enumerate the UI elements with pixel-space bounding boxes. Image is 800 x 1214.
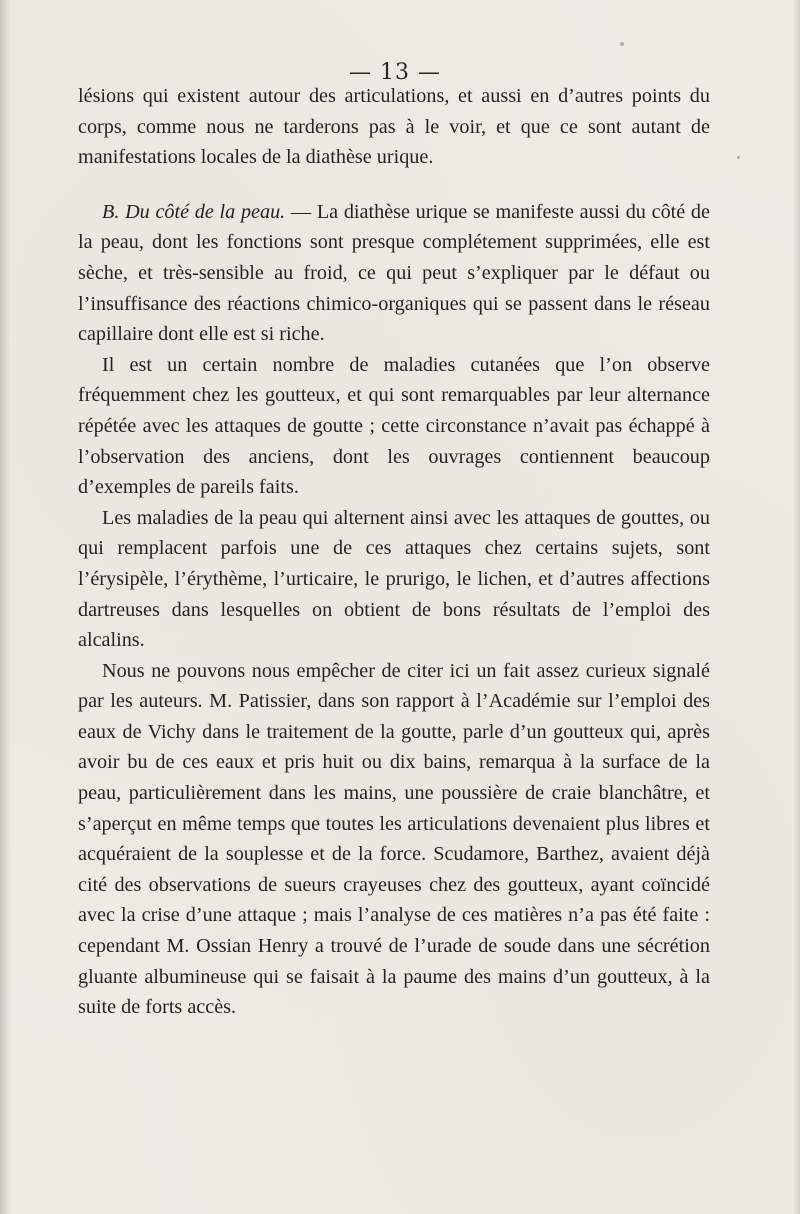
paragraph-maladies-cutanees: Il est un certain nombre de maladies cutanées que l’on observe fréquemment chez les goutteux, et qui sont remarquables par leur alternance répétée avec les attaques de goutte ; cette circonstance n’avait pas échappé à l’observation des anciens, dont les ouvrages contiennent beaucoup d’exemples de pareils faits. — [78, 353, 710, 499]
page-edge-left — [0, 0, 12, 1214]
page-number: — 13 — — [349, 60, 441, 85]
paragraph-maladies-peau: Les maladies de la peau qui alternent ainsi avec les attaques de gouttes, ou qui remplacent parfois une de ces attaques chez certains sujets, sont l’érysipèle, l’érythème, l’urticaire, le prurigo, le lichen, et d’autres affections dartreuses dans lesquelles on obtient de bons résultats de l’emploi des alcalins. — [78, 506, 710, 652]
section-heading: B. Du côté de la peau. — [102, 200, 286, 223]
paragraph-continuation: lésions qui existent autour des articulations, et aussi en d’autres points du corps, comme nous ne tarderons pas à le voir, et que ce sont autant de manifestations locales de la diathèse urique. — [78, 85, 710, 169]
paragraph-fait-curieux: Nous ne pouvons nous empêcher de citer ici un fait assez curieux signalé par les auteurs. M. Patissier, dans son rapport à l’Académie sur l’emploi des eaux de Vichy dans le traitement de la goutte, parle d’un goutteux qui, après avoir bu de ces eaux et pris huit ou dix bains, remarqua à la surface de la peau, particulièrement dans les mains, une poussière de craie blanchâtre, et s’aperçut en même temps que toutes les articulations devenaient plus libres et acquéraient de la souplesse et de la force. Scudamore, Barthez, avaient déjà cité des observations de sueurs crayeuses chez des goutteux, ayant coïncidé avec la crise d’une attaque ; mais l’analyse de ces matières n’a pas été faite : cependant M. Ossian Henry a trouvé de l’urade de soude dans une sécrétion gluante albumineuse qui se faisait à la paume des mains d’un goutteux, à la suite de forts accès. — [78, 659, 710, 1019]
paragraph-section-b — [78, 197, 710, 350]
body-text — [78, 81, 710, 1023]
page-edge-right — [792, 0, 800, 1214]
section-b-text: — La diathèse urique se manifeste aussi du côté de la peau, dont les fonctions sont presque complétement supprimées, elle est sèche, et très-sensible au froid, ce qui peut s’expliquer par le défaut ou l’insuffisance des réactions chimico-organiques qui se passent dans le réseau capillaire dont elle est si riche. — [78, 200, 710, 346]
paper-speck — [620, 42, 624, 46]
paper-speck — [737, 156, 740, 159]
